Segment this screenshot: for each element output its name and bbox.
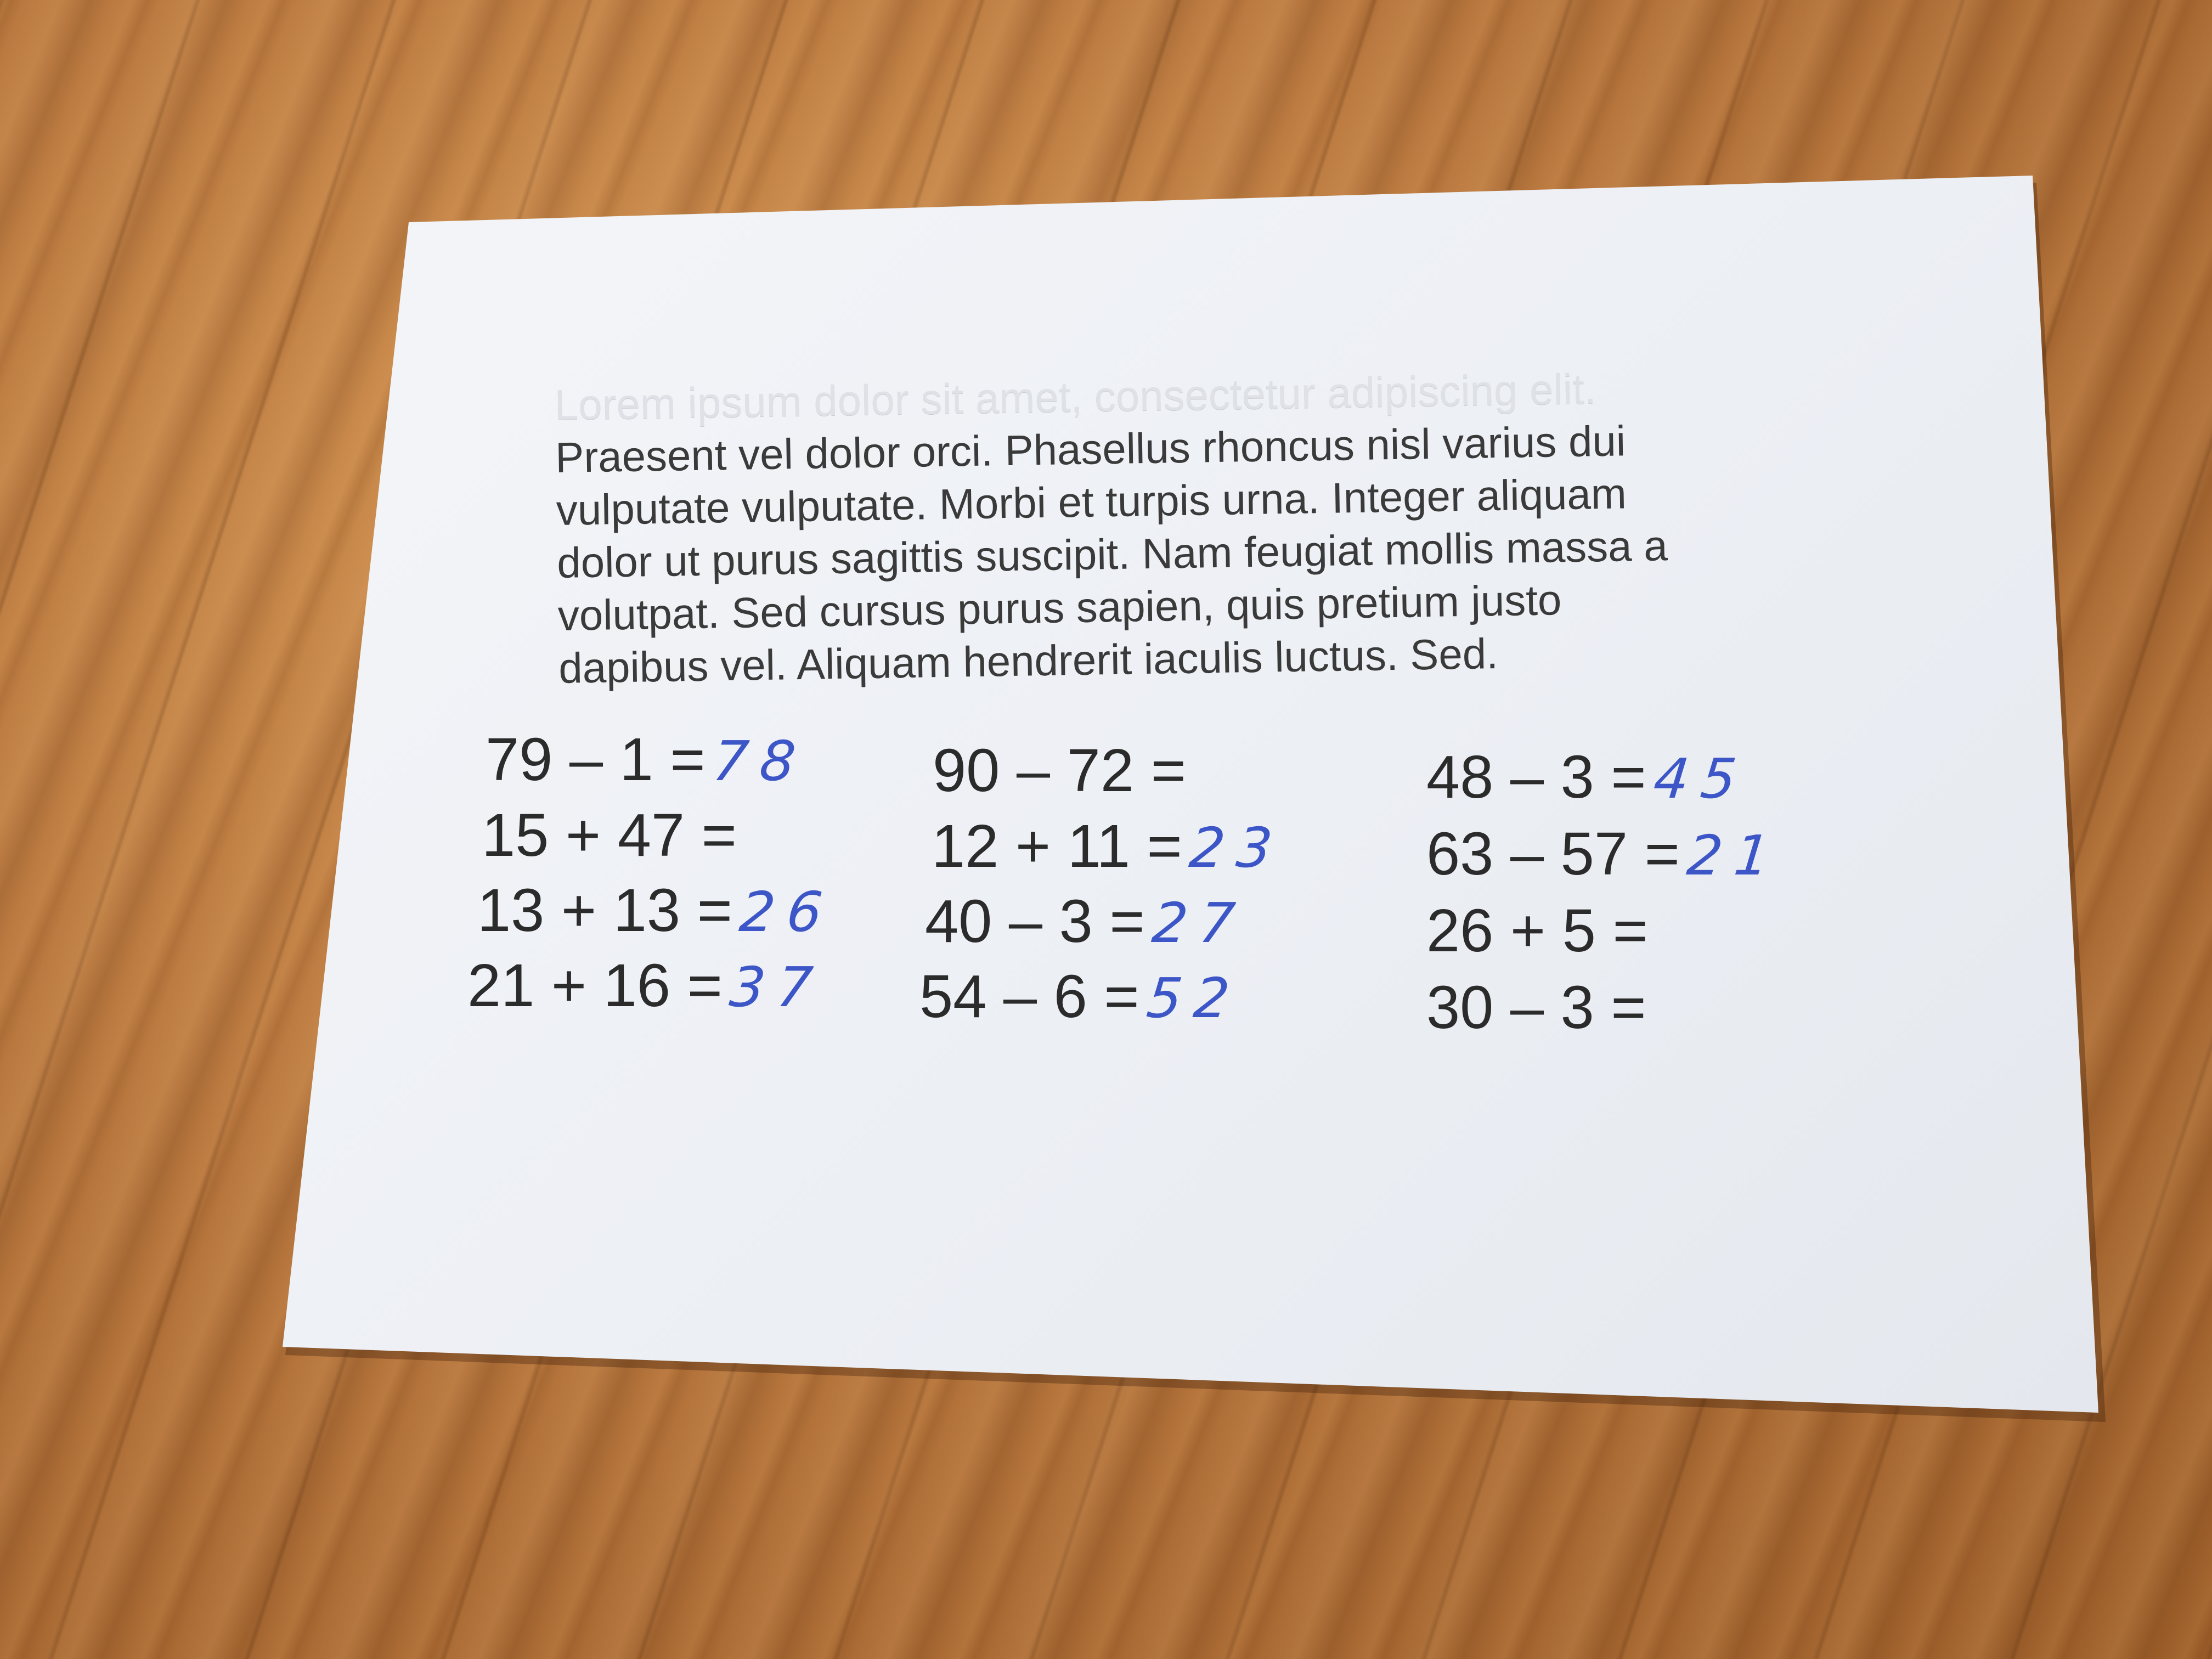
problem-equation: 26 + 5 = — [1426, 897, 1648, 964]
problem-item — [1426, 972, 1654, 1043]
problem-item — [1426, 819, 1785, 891]
paragraph-line: volutpat. Sed cursus purus sapien, quis pretium justo — [557, 575, 1562, 640]
problem-equation: 48 – 3 = — [1426, 743, 1646, 811]
problem-item — [477, 875, 838, 948]
paragraph-line: Praesent vel dolor orci. Phasellus rhoncus nisl varius dui — [555, 416, 1626, 482]
problem-item — [933, 735, 1194, 806]
paragraph-line: Lorem ipsum dolor sit amet, consectetur adipiscing elit. — [554, 364, 1597, 429]
paragraph-line: vulputate vulputate. Morbi et turpis urna. Integer aliquam — [556, 469, 1627, 534]
problem-equation: 30 – 3 = — [1426, 974, 1646, 1041]
problem-item — [486, 724, 811, 797]
problem-item — [467, 950, 828, 1023]
handwritten-answer: 26 — [736, 880, 838, 944]
problem-equation: 63 – 57 = — [1426, 820, 1680, 888]
problem-equation: 13 + 13 = — [477, 877, 732, 944]
problem-equation: 90 – 72 = — [933, 737, 1186, 804]
handwritten-answer: 21 — [1684, 823, 1785, 888]
problem-equation: 15 + 47 = — [482, 802, 737, 869]
handwritten-answer: 78 — [709, 729, 811, 793]
paragraph-line: dapibus vel. Aliquam hendrerit iaculis luctus. Sed. — [558, 629, 1499, 692]
problem-item — [1426, 895, 1656, 967]
handwritten-answer: 23 — [1186, 816, 1288, 880]
problem-equation: 54 – 6 = — [919, 963, 1139, 1030]
problem-equation: 21 + 16 = — [467, 952, 723, 1019]
problem-item — [932, 811, 1288, 884]
problem-item — [919, 961, 1245, 1034]
handwritten-answer: 52 — [1143, 966, 1245, 1030]
problem-equation: 12 + 11 = — [932, 812, 1182, 880]
problem-item — [1426, 742, 1752, 815]
problem-equation: 79 – 1 = — [486, 726, 706, 793]
paragraph-line: dolor ut purus sagittis suscipit. Nam feugiat mollis massa a — [556, 521, 1668, 587]
problem-equation: 40 – 3 = — [925, 888, 1145, 955]
handwritten-answer: 45 — [1650, 747, 1752, 811]
handwritten-answer: 37 — [726, 955, 828, 1019]
problem-item — [482, 800, 744, 871]
handwritten-answer: 27 — [1149, 891, 1250, 955]
problem-item — [925, 886, 1250, 959]
